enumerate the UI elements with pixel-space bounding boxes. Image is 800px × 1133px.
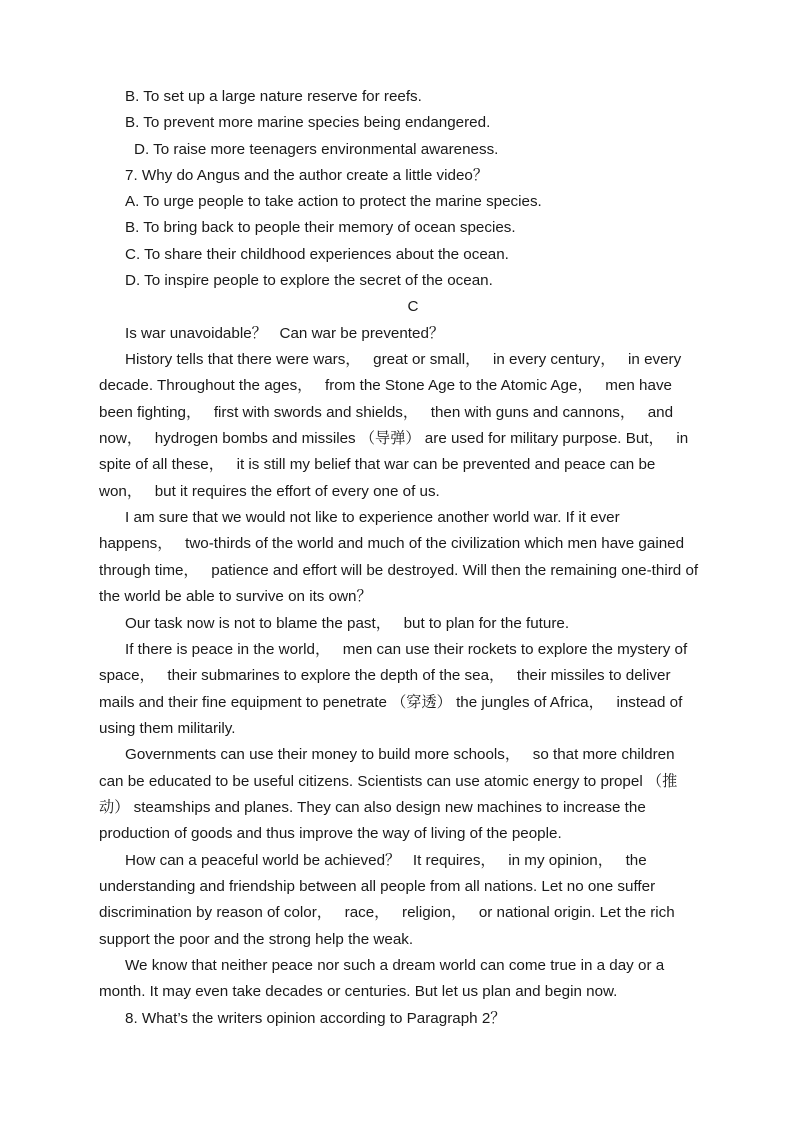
passage-line: happens， two-thirds of the world and much of the civilization which men have gained <box>99 535 685 552</box>
passage-line: space， their submarines to explore the depth of the sea， their missiles to deliver <box>99 667 671 684</box>
passage-line: mails and their fine equipment to penetrate （穿透） the jungles of Africa， instead of <box>99 694 683 711</box>
passage-line: I am sure that we would not like to experience another world war. If it ever <box>125 509 620 526</box>
passage-line: 动） steamships and planes. They can also design new machines to increase the <box>99 799 646 816</box>
passage-line: production of goods and thus improve the way of living of the people. <box>99 825 562 842</box>
option-b-endangered: B. To prevent more marine species being endangered. <box>125 114 491 131</box>
passage-line: understanding and friendship between all people from all nations. Let no one suffer <box>99 878 656 895</box>
option-b-reserve: B. To set up a large nature reserve for reefs. <box>125 88 422 105</box>
passage-line: Is war unavoidable？ Can war be prevented？ <box>125 325 445 342</box>
passage-line: the world be able to survive on its own？ <box>99 588 372 605</box>
passage-line: We know that neither peace nor such a dream world can come true in a day or a <box>125 957 665 974</box>
section-c-heading: C <box>407 298 419 315</box>
passage-line: month. It may even take decades or centuries. But let us plan and begin now. <box>99 983 618 1000</box>
question-7-stem: 7. Why do Angus and the author create a little video？ <box>125 167 489 184</box>
passage-line: through time， patience and effort will be destroyed. Will then the remaining one-third of <box>99 562 699 579</box>
question-7-option-d: D. To inspire people to explore the secret of the ocean. <box>125 272 493 289</box>
passage-line: If there is peace in the world， men can use their rockets to explore the mystery of <box>125 641 688 658</box>
question-7-option-c: C. To share their childhood experiences about the ocean. <box>125 246 509 263</box>
passage-line: using them militarily. <box>99 720 236 737</box>
question-8-stem: 8. What’s the writers opinion according to Paragraph 2？ <box>125 1010 506 1027</box>
passage-line: decade. Throughout the ages， from the Stone Age to the Atomic Age， men have <box>99 377 672 394</box>
question-7-option-b: B. To bring back to people their memory of ocean species. <box>125 219 516 236</box>
passage-line: spite of all these， it is still my belief that war can be prevented and peace can be <box>99 456 656 473</box>
passage-line: can be educated to be useful citizens. Scientists can use atomic energy to propel （推 <box>99 773 678 790</box>
passage-line: support the poor and the strong help the weak. <box>99 931 414 948</box>
passage-line: How can a peaceful world be achieved？ It requires， in my opinion， the <box>125 852 647 869</box>
passage-line: discrimination by reason of color， race， religion， or national origin. Let the rich <box>99 904 675 921</box>
passage-line: Our task now is not to blame the past， but to plan for the future. <box>125 615 570 632</box>
passage-line: been fighting， first with swords and shields， then with guns and cannons， and <box>99 404 674 421</box>
question-7-option-a: A. To urge people to take action to protect the marine species. <box>125 193 542 210</box>
passage-line: Governments can use their money to build more schools， so that more children <box>125 746 675 763</box>
passage-line: won， but it requires the effort of every one of us. <box>99 483 440 500</box>
passage-line: now， hydrogen bombs and missiles （导弹） are used for military purpose. But， in <box>99 430 689 447</box>
passage-line: History tells that there were wars， great or small， in every century， in every <box>125 351 682 368</box>
option-d-awareness: D. To raise more teenagers environmental awareness. <box>134 141 499 158</box>
